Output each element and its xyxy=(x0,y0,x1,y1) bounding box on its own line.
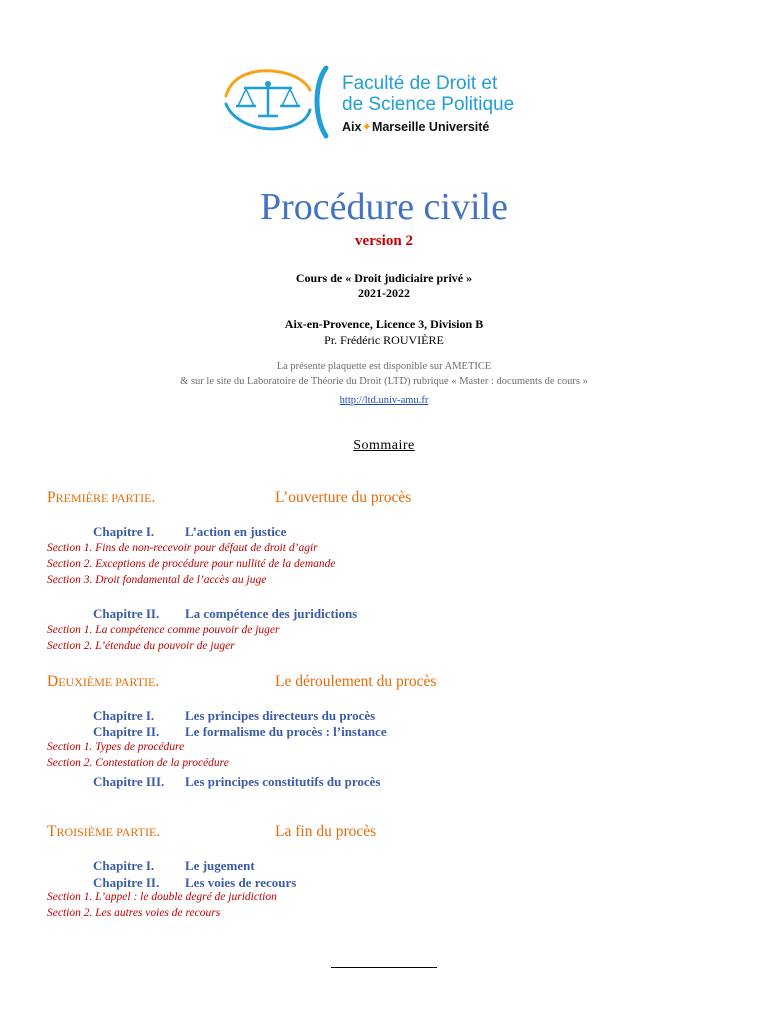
part-3-label-rest: ROISIÈME PARTIE xyxy=(56,825,157,839)
part-1-label-rest: REMIÈRE PARTIE xyxy=(55,491,152,505)
section-item: Section 1. La compétence comme pouvoir de juger xyxy=(47,624,280,636)
part-1-chapter-1-title: L’action en justice xyxy=(185,524,287,539)
part-2-title: Le déroulement du procès xyxy=(275,673,437,690)
part-1-initial: P xyxy=(47,489,56,506)
location-line: Aix-en-Provence, Licence 3, Division B xyxy=(284,317,484,331)
section-item: Section 3. Droit fondamental de l’accès au juge xyxy=(47,574,267,586)
ltd-link[interactable]: http://ltd.univ-amu.fr xyxy=(339,395,429,406)
logo-uni-aix: Aix xyxy=(342,120,362,134)
section-item: Section 2. Exceptions de procédure pour nullité de la demande xyxy=(47,558,336,570)
part-1-chapter-1-num: Chapitre I. xyxy=(93,524,155,539)
part-2-chapter-3-title: Les principes constitutifs du procès xyxy=(185,774,381,789)
availability-line-1: La présente plaquette est disponible sur AMETICE xyxy=(276,361,492,372)
toc-heading: Sommaire xyxy=(353,438,415,453)
star-icon: ✦ xyxy=(361,120,372,134)
part-1-label: PREMIÈRE PARTIE. xyxy=(47,489,156,506)
section-item: Section 2. Contestation de la procédure xyxy=(47,757,229,769)
section-item: Section 1. Types de procédure xyxy=(47,741,185,753)
logo-line-1: Faculté de Droit et xyxy=(342,73,498,94)
academic-year: 2021-2022 xyxy=(358,286,410,300)
part-3-chapter-2-num: Chapitre II. xyxy=(93,875,160,890)
part-1-title: L’ouverture du procès xyxy=(275,489,412,506)
part-3-label: TROISIÈME PARTIE. xyxy=(47,823,161,840)
logo-university xyxy=(342,119,489,134)
part-2-label: DEUXIÈME PARTIE. xyxy=(47,673,160,690)
part-3-chapter-2-title: Les voies de recours xyxy=(185,875,297,890)
part-2-chapter-3-num: Chapitre III. xyxy=(93,774,165,789)
professor-name: Pr. Frédéric ROUVIÈRE xyxy=(324,333,444,347)
part-3-chapter-1-num: Chapitre I. xyxy=(93,858,155,873)
part-2-chapter-2-title: Le formalisme du procès : l’instance xyxy=(185,724,387,739)
part-3-initial: T xyxy=(47,823,57,840)
part-2-chapter-1-num: Chapitre I. xyxy=(93,708,155,723)
part-1-chapter-2-title: La compétence des juridictions xyxy=(185,606,358,621)
part-3-title: La fin du procès xyxy=(275,823,377,840)
version-label: version 2 xyxy=(355,233,413,249)
faculty-logo xyxy=(222,62,552,140)
availability-line-2: & sur le site du Laboratoire de Théorie du Droit (LTD) rubrique « Master : documents de cours » xyxy=(180,376,588,387)
part-2-initial: D xyxy=(47,673,59,690)
part-2-chapter-2-num: Chapitre II. xyxy=(93,724,160,739)
section-item: Section 2. Les autres voies de recours xyxy=(47,907,221,919)
logo-uni-marseille: Marseille Université xyxy=(371,120,490,134)
part-2-label-rest: EUXIÈME PARTIE xyxy=(58,675,156,689)
link-row xyxy=(0,390,768,408)
course-name: Cours de « Droit judiciaire privé » xyxy=(295,271,473,285)
part-2-chapter-1-title: Les principes directeurs du procès xyxy=(185,708,376,723)
section-item: Section 2. L’étendue du pouvoir de juger xyxy=(47,640,235,652)
part-1-chapter-2-num: Chapitre II. xyxy=(93,606,160,621)
part-3-chapter-1-title: Le jugement xyxy=(185,858,255,873)
logo-line-2: de Science Politique xyxy=(342,94,515,115)
section-item: Section 1. Fins de non-recevoir pour défaut de droit d’agir xyxy=(47,542,318,554)
document-title: Procédure civile xyxy=(260,186,508,228)
footer-divider xyxy=(331,967,437,968)
section-item: Section 1. L’appel : le double degré de juridiction xyxy=(47,891,277,903)
